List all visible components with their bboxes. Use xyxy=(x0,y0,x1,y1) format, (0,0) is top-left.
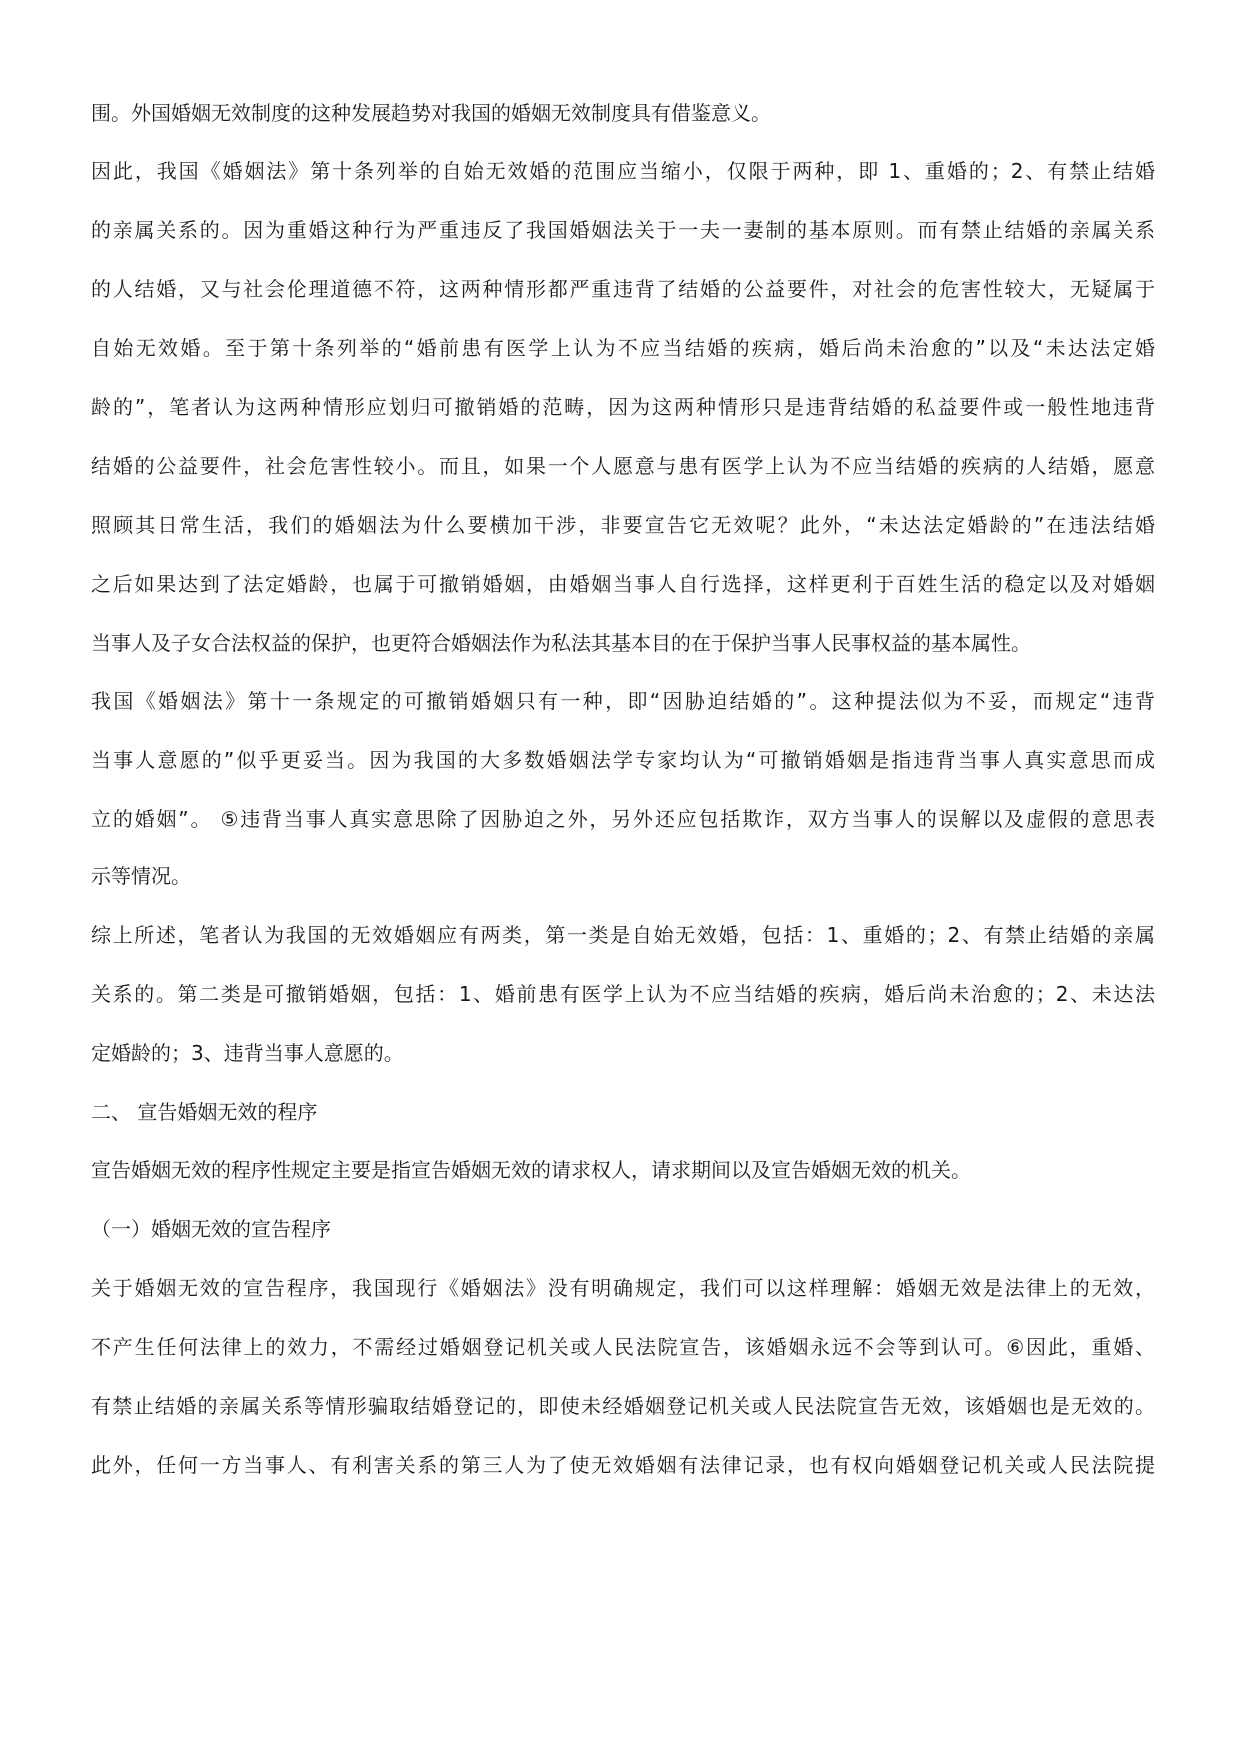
text-line: 有禁止结婚的亲属关系等情形骗取结婚登记的，即使未经婚姻登记机关或人民法院宣告无效，该婚姻也是无效的。 xyxy=(91,1394,1155,1418)
text-line: 关系的。第二类是可撤销婚姻，包括：1、婚前患有医学上认为不应当结婚的疾病，婚后尚未治愈的；2、未达法 xyxy=(91,982,1155,1006)
text-line: 当事人及子女合法权益的保护，也更符合婚姻法作为私法其基本目的在于保护当事人民事权益的基本属性。 xyxy=(91,631,1031,655)
text-line: 示等情况。 xyxy=(91,864,191,888)
section-heading: 二、 宣告婚姻无效的程序 xyxy=(91,1100,318,1124)
text-line: 宣告婚姻无效的程序性规定主要是指宣告婚姻无效的请求权人，请求期间以及宣告婚姻无效的机关。 xyxy=(91,1158,971,1182)
text-line: 照顾其日常生活，我们的婚姻法为什么要横加干涉，非要宣告它无效呢？此外，“未达法定婚龄的”在违法结婚 xyxy=(91,513,1155,537)
text-line: 当事人意愿的”似乎更妥当。因为我国的大多数婚姻法学专家均认为“可撤销婚姻是指违背当事人真实意思而成 xyxy=(91,748,1155,772)
text-line: 不产生任何法律上的效力，不需经过婚姻登记机关或人民法院宣告，该婚姻永远不会等到认可。⑥因此，重婚、 xyxy=(91,1335,1155,1359)
text-line: 围。外国婚姻无效制度的这种发展趋势对我国的婚姻无效制度具有借鉴意义。 xyxy=(91,101,771,125)
text-line: 结婚的公益要件，社会危害性较小。而且，如果一个人愿意与患有医学上认为不应当结婚的疾病的人结婚，愿意 xyxy=(91,454,1155,478)
text-line: 的亲属关系的。因为重婚这种行为严重违反了我国婚姻法关于一夫一妻制的基本原则。而有禁止结婚的亲属关系 xyxy=(91,218,1155,242)
text-line: 定婚龄的；3、违背当事人意愿的。 xyxy=(91,1041,404,1065)
text-line: 立的婚姻”。 ⑤违背当事人真实意思除了因胁迫之外，另外还应包括欺诈，双方当事人的误解以及虚假的意思表 xyxy=(91,807,1155,831)
text-line: 自始无效婚。至于第十条列举的“婚前患有医学上认为不应当结婚的疾病，婚后尚未治愈的”以及“未达法定婚 xyxy=(91,336,1155,360)
text-line: 的人结婚，又与社会伦理道德不符，这两种情形都严重违背了结婚的公益要件，对社会的危害性较大，无疑属于 xyxy=(91,277,1155,301)
text-line: 龄的”，笔者认为这两种情形应划归可撤销婚的范畴，因为这两种情形只是违背结婚的私益要件或一般性地违背 xyxy=(91,395,1155,419)
text-line: 此外，任何一方当事人、有利害关系的第三人为了使无效婚姻有法律记录，也有权向婚姻登记机关或人民法院提 xyxy=(91,1453,1155,1477)
text-line: 我国《婚姻法》第十一条规定的可撤销婚姻只有一种，即“因胁迫结婚的”。这种提法似为不妥，而规定“违背 xyxy=(91,689,1155,713)
text-line: 综上所述，笔者认为我国的无效婚姻应有两类，第一类是自始无效婚，包括：1、重婚的；2、有禁止结婚的亲属 xyxy=(91,923,1155,947)
subsection-heading: （一）婚姻无效的宣告程序 xyxy=(91,1217,331,1241)
text-line: 因此，我国《婚姻法》第十条列举的自始无效婚的范围应当缩小，仅限于两种，即 1、重婚的；2、有禁止结婚 xyxy=(91,159,1155,183)
text-line: 关于婚姻无效的宣告程序，我国现行《婚姻法》没有明确规定，我们可以这样理解：婚姻无效是法律上的无效， xyxy=(91,1276,1155,1300)
text-line: 之后如果达到了法定婚龄，也属于可撤销婚姻，由婚姻当事人自行选择，这样更利于百姓生活的稳定以及对婚姻 xyxy=(91,572,1155,596)
